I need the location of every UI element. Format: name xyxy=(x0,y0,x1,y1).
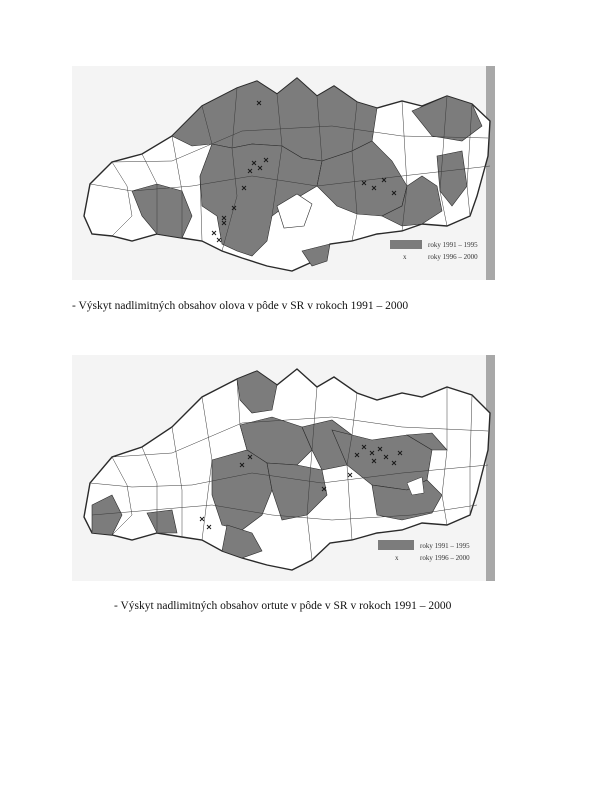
map-mercury xyxy=(72,355,495,581)
legend-swatch xyxy=(390,240,422,249)
legend-marker-label: roky 1996 – 2000 xyxy=(428,253,478,261)
map-figure-mercury xyxy=(72,355,495,581)
legend-marker-label: roky 1996 – 2000 xyxy=(420,554,470,562)
map-figure-lead xyxy=(72,66,495,280)
legend-marker-symbol: x xyxy=(395,554,399,562)
scan-edge xyxy=(486,355,495,581)
legend-swatch-label: roky 1991 – 1995 xyxy=(428,241,478,249)
legend-swatch xyxy=(378,540,414,550)
caption-mercury: - Výskyt nadlimitných obsahov ortute v pôde v SR v rokoch 1991 – 2000 xyxy=(114,600,452,612)
scan-edge xyxy=(486,66,495,280)
caption-lead: - Výskyt nadlimitných obsahov olova v pôde v SR v rokoch 1991 – 2000 xyxy=(72,300,409,312)
legend-marker-symbol: x xyxy=(403,253,407,261)
legend-swatch-label: roky 1991 – 1995 xyxy=(420,542,470,550)
map-lead xyxy=(72,66,495,280)
